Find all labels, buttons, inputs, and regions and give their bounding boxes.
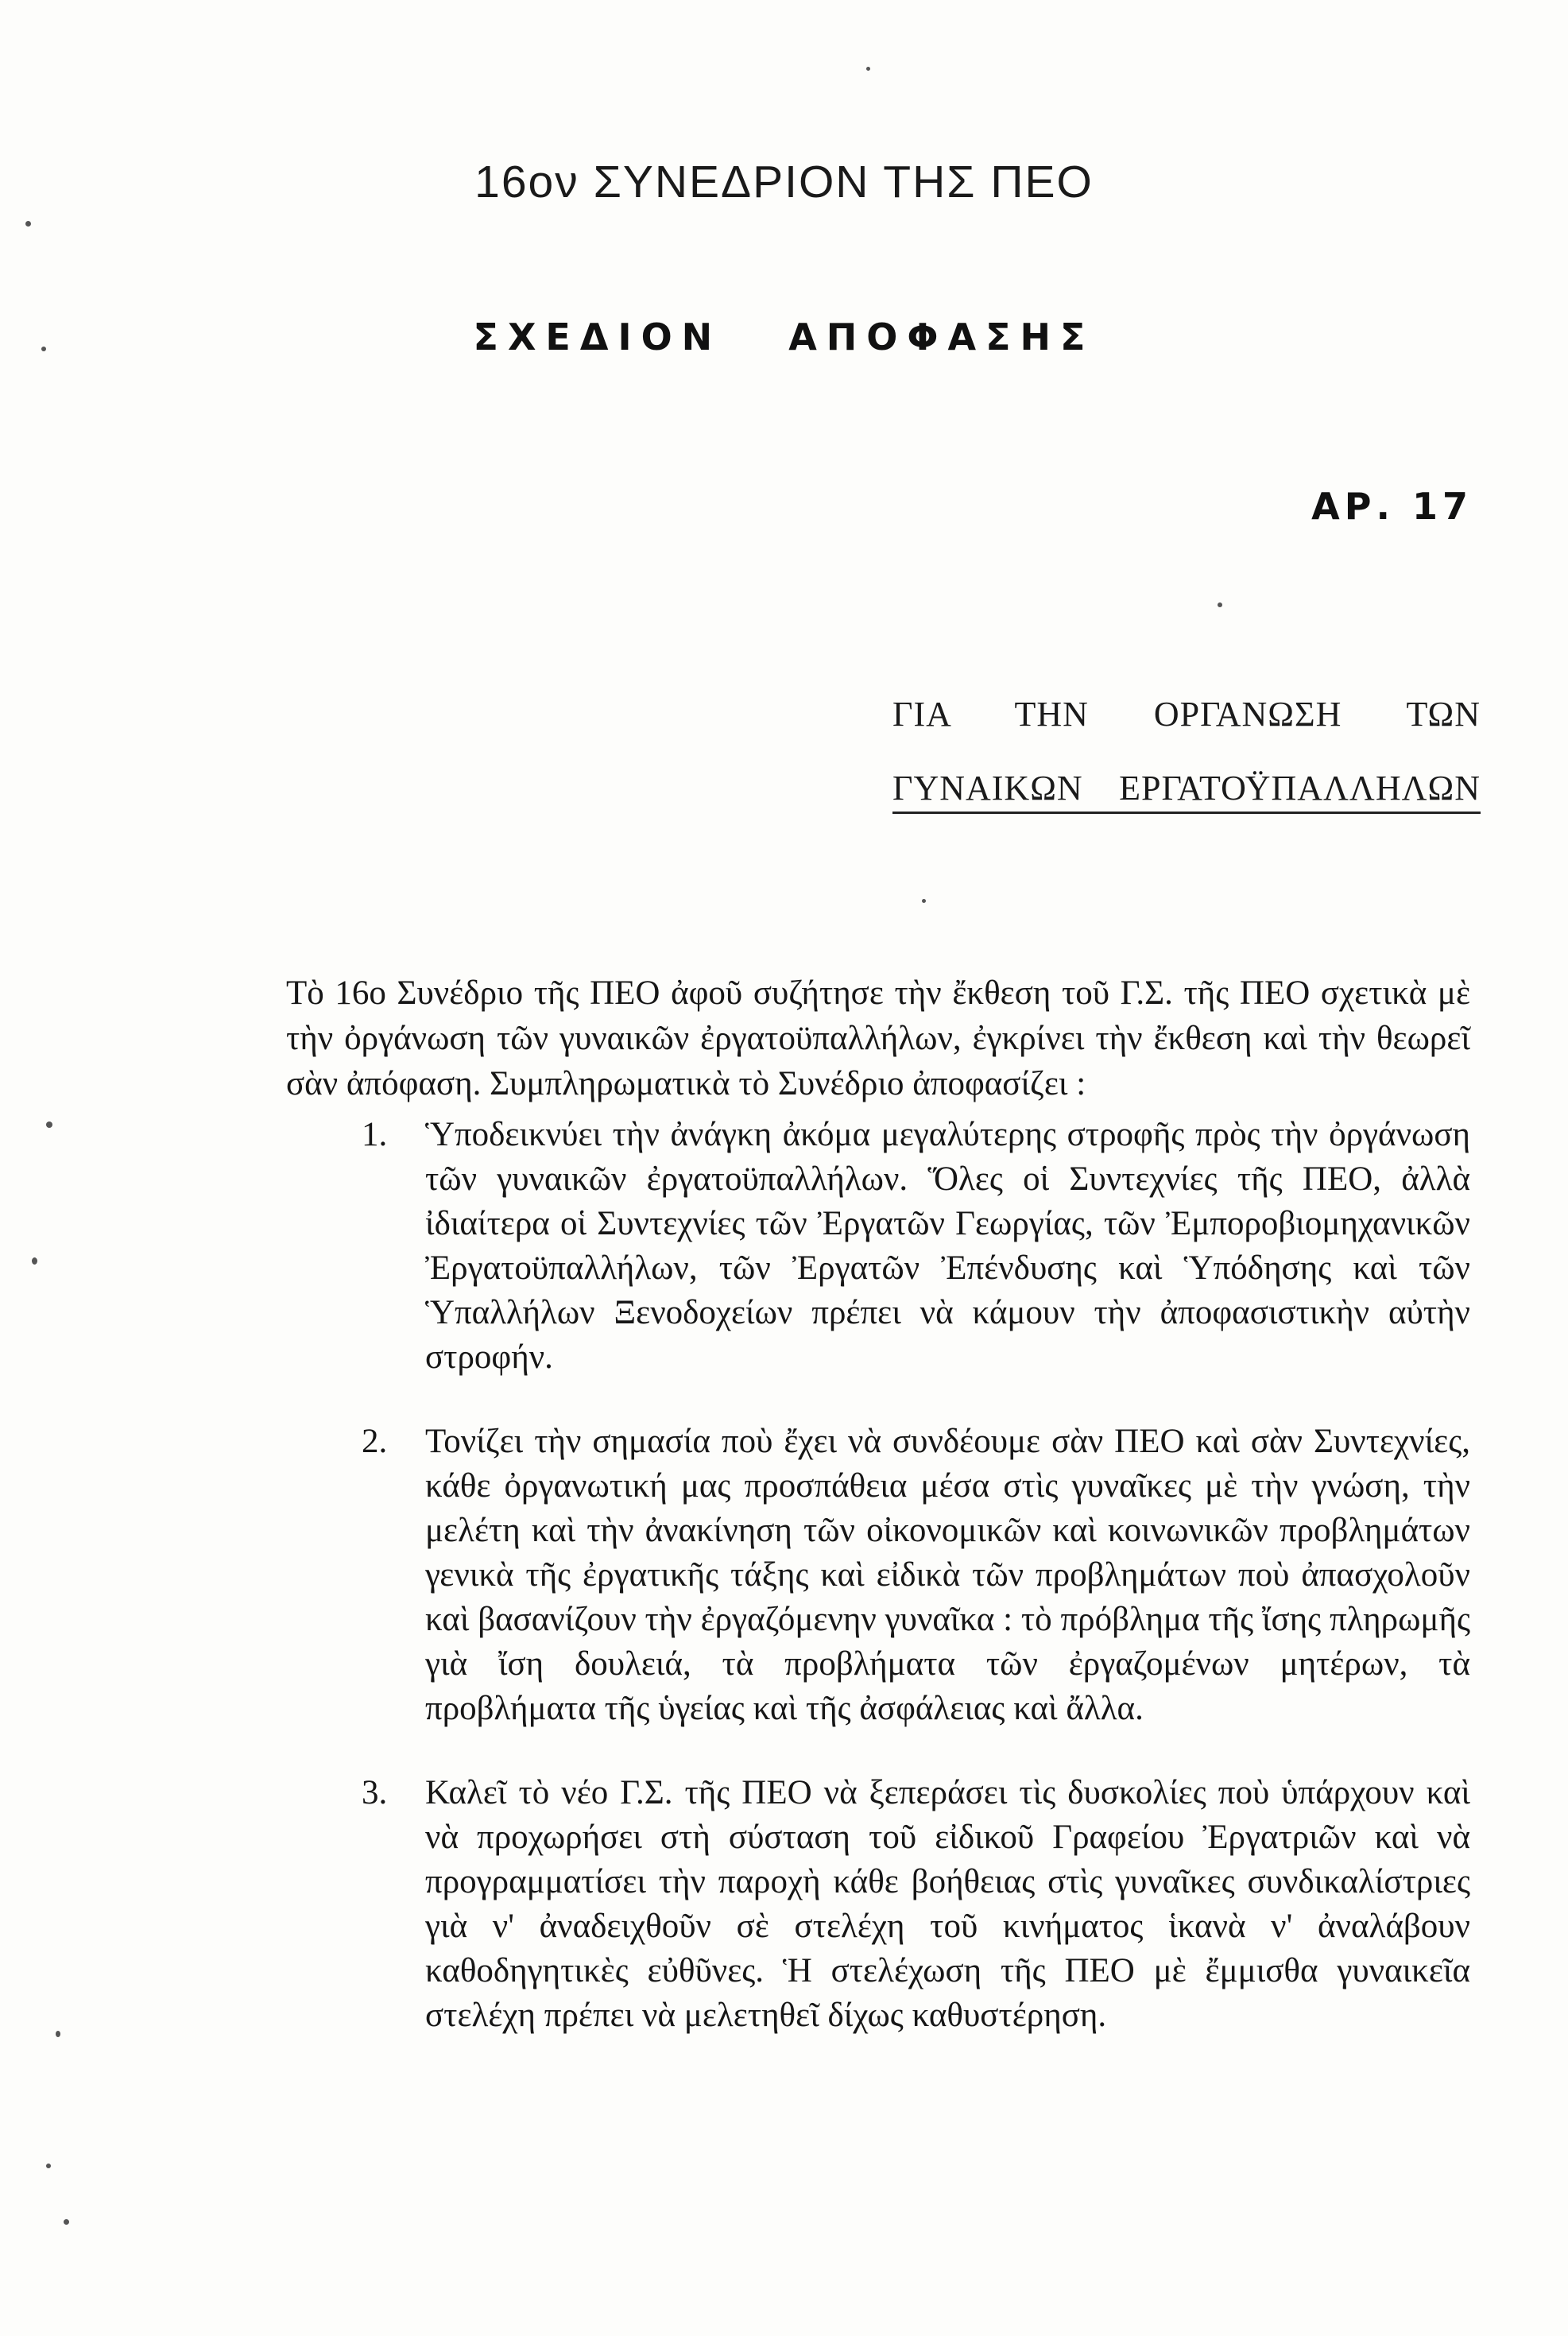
scan-speck	[46, 1122, 52, 1128]
item-number: 2.	[362, 1423, 388, 1460]
item-text: Τονίζει τὴν σημασία ποὺ ἔχει νὰ συνδέουμε σὰν ΠΕΟ καὶ σὰν Συντεχνίες, κάθε ὀργανωτική μας προσπάθεια μέσα στὶς γυναῖκες μὲ τὴν γνώση, τὴν μελέτη καὶ τὴν ἀνακίνηση τῶν οἰκονομικῶν καὶ κοινωνικῶν προβλημάτων γενικὰ τῆς ἐργατικῆς τάξης καὶ εἰδικὰ τῶν προβλημάτων ποὺ ἀπασχολοῦν καὶ βασανίζουν τὴν ἐργαζόμενην γυναῖκα : τὸ πρόβλημα τῆς ἴσης πληρωμῆς γιὰ ἴση δουλειά, τὰ προβλήματα τῶν ἐργαζομένων μητέρων, τὰ προβλήματα τῆς ὑγείας καὶ τῆς ἀσφάλειας καὶ ἄλλα.	[425, 1423, 1470, 1727]
item-number: 3.	[362, 1774, 388, 1811]
scan-speck	[64, 2219, 69, 2225]
resolution-item	[362, 1771, 1470, 2038]
resolution-items	[362, 1113, 1470, 2078]
resolution-item	[362, 1420, 1470, 1731]
scan-speck	[25, 221, 31, 227]
item-text: Ὑποδεικνύει τὴν ἀνάγκη ἀκόμα μεγαλύτερης στροφῆς πρὸς τὴν ὀργάνωση τῶν γυναικῶν ἐργατοϋπαλλήλων. Ὅλες οἱ Συντεχνίες τῆς ΠΕΟ, ἀλλὰ ἰδιαίτερα οἱ Συντεχνίες τῶν Ἐργατῶν Γεωργίας, τῶν Ἐμποροβιομηχανικῶν Ἐργατοϋπαλλήλων, τῶν Ἐργατῶν Ἐπένδυσης καὶ Ὑπόδησης καὶ τῶν Ὑπαλλήλων Ξενοδοχείων πρέπει νὰ κάμουν τὴν ἀποφασιστικὴν αὐτὴν στροφήν.	[425, 1116, 1470, 1376]
scan-speck	[866, 67, 870, 71]
intro-paragraph: Τὸ 16ο Συνέδριο τῆς ΠΕΟ ἀφοῦ συζήτησε τὴν ἔκθεση τοῦ Γ.Σ. τῆς ΠΕΟ σχετικὰ μὲ τὴν ὀργάνωση τῶν γυναικῶν ἐργατοϋπαλλήλων, ἐγκρίνει τὴν ἔκθεση καὶ τὴν θεωρεῖ σὰν ἀπόφαση. Συμπληρωματικὰ τὸ Συνέδριο ἀποφασίζει :	[286, 974, 1470, 1102]
subject-line-2: ΓΥΝΑΙΚΩΝ ΕΡΓΑΤΟΫΠΑΛΛΗΛΩΝ	[892, 768, 1481, 814]
scan-speck	[41, 347, 46, 351]
resolution-subject	[892, 694, 1481, 814]
subject-line-1: ΓΙΑ ΤΗΝ ΟΡΓΑΝΩΣΗ ΤΩΝ	[892, 695, 1481, 734]
resolution-item	[362, 1113, 1470, 1380]
congress-title: 16ον ΣΥΝΕΔΡΙΟΝ ΤΗΣ ΠΕΟ	[474, 157, 1094, 207]
scan-speck	[56, 2031, 60, 2037]
item-text: Καλεῖ τὸ νέο Γ.Σ. τῆς ΠΕΟ νὰ ξεπεράσει τὶς δυσκολίες ποὺ ὑπάρχουν καὶ νὰ προχωρήσει στὴ σύσταση τοῦ εἰδικοῦ Γραφείου Ἐργατριῶν καὶ νὰ προγραμματίσει τὴν παροχὴ κάθε βοήθειας στὶς γυναῖκες συνδικαλίστριες γιὰ ν' ἀναδειχθοῦν σὲ στελέχη τοῦ κινήματος ἱκανὰ ν' ἀναλάβουν καθοδηγητικὲς εὐθῦνες. Ἡ στελέχωση τῆς ΠΕΟ μὲ ἔμμισθα γυναικεῖα στελέχη πρέπει νὰ μελετηθεῖ δίχως καθυστέρηση.	[425, 1774, 1470, 2034]
scan-speck	[1218, 602, 1222, 607]
scan-speck	[46, 2164, 51, 2168]
scan-speck	[32, 1257, 37, 1265]
draft-resolution-title: ΣΧΕΔΙΟΝ ΑΠΟΦΑΣΗΣ	[473, 316, 1095, 358]
item-number: 1.	[362, 1116, 388, 1153]
resolution-number: ΑΡ. 17	[1311, 485, 1473, 528]
scan-speck	[922, 899, 926, 903]
